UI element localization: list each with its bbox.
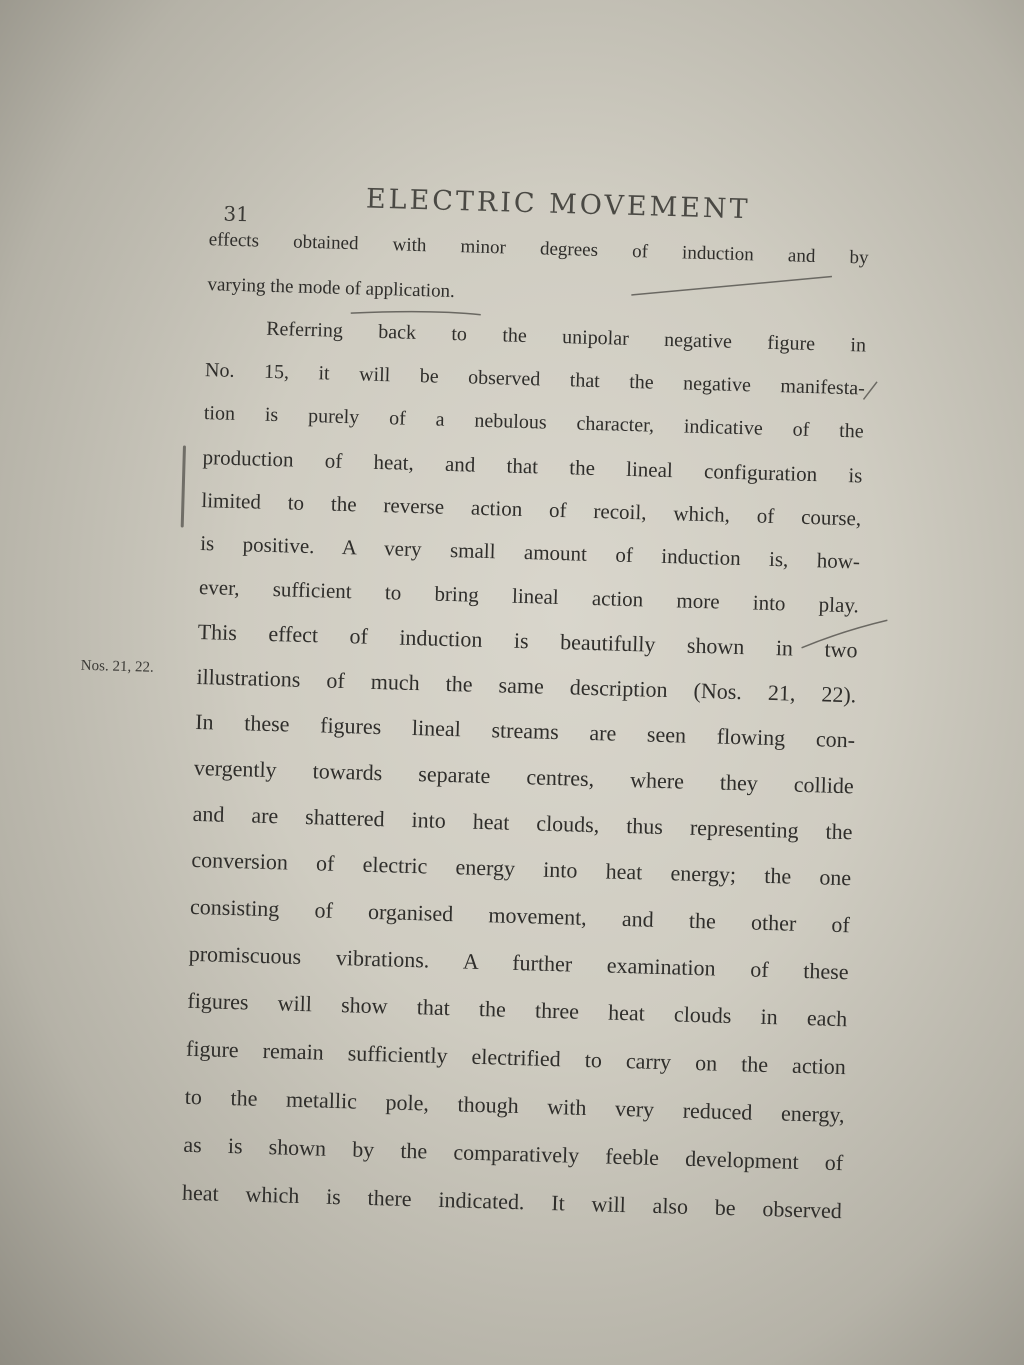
text-line: No. 15, it will be observed that the negative manifesta-: [204, 359, 866, 400]
text-line: ever, sufficient to bring lineal action more into play.: [198, 574, 860, 618]
pencil-tick: [864, 381, 877, 399]
text-line: conversion of electric energy into heat energy; the one: [191, 846, 852, 891]
text-line: This effect of induction is beautifully shown in two: [197, 618, 858, 663]
text-line: varying the mode of application.: [207, 274, 456, 303]
text-line: consisting of organised movement, and the other of: [189, 893, 851, 938]
pencil-bracket-mark: [181, 445, 186, 527]
text-line: Referring back to the unipolar negative figure in: [265, 317, 867, 357]
text-line: vergently towards separate centres, where they collide: [193, 754, 855, 799]
text-line: limited to the reverse action of recoil, which, of course,: [201, 488, 862, 531]
pencil-underline: [351, 310, 481, 317]
text-line: figure remain sufficiently electrified to carry on the action: [185, 1035, 847, 1080]
text-line: In these figures lineal streams are seen flowing con-: [194, 708, 856, 753]
text-line: heat which is there indicated. It will also be observed: [181, 1179, 843, 1224]
page-number: 31: [223, 201, 250, 227]
text-line: effects obtained with minor degrees of induction and by: [208, 229, 869, 269]
text-line: is positive. A very small amount of induction is, how-: [199, 531, 861, 574]
text-line: to the metallic pole, though with very reduced energy,: [184, 1083, 845, 1128]
text-line: as is shown by the comparatively feeble development of: [183, 1131, 844, 1176]
text-line: and are shattered into heat clouds, thus representing the: [192, 800, 853, 845]
margin-note: Nos. 21, 22.: [80, 657, 154, 676]
text-line: tion is purely of a nebulous character, indicative of the: [203, 402, 864, 443]
text-line: figures will show that the three heat clouds in each: [187, 987, 848, 1032]
text-line: promiscuous vibrations. A further examination of these: [188, 940, 849, 985]
running-head: ELECTRIC MOVEMENT: [365, 183, 751, 226]
text-line: illustrations of much the same description (Nos. 21, 22).: [196, 663, 857, 708]
text-line: production of heat, and that the lineal configuration is: [202, 445, 863, 488]
